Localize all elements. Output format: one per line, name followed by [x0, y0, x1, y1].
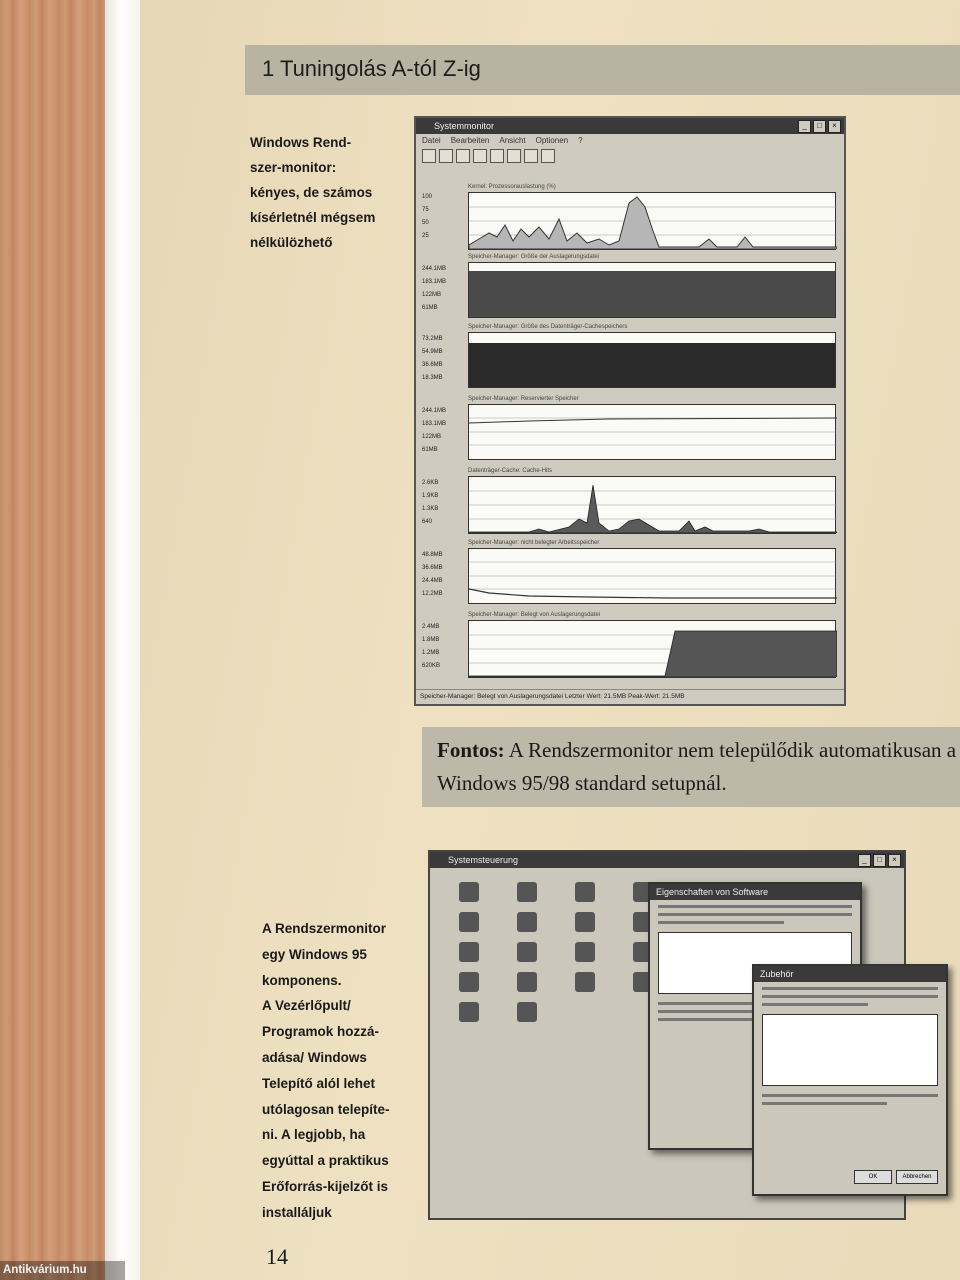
maximize-icon[interactable]: □ — [813, 120, 826, 133]
caption-line: nélkülözhető — [250, 235, 333, 250]
ok-button[interactable]: OK — [854, 1170, 892, 1184]
control-panel-item[interactable] — [440, 972, 498, 992]
chart-plot — [468, 620, 836, 678]
y-tick: 73.2MB — [422, 336, 443, 342]
y-tick: 36.6MB — [422, 565, 443, 571]
menu-item[interactable]: Optionen — [535, 136, 569, 145]
note-label: Fontos: — [437, 738, 505, 762]
caption-line: kényes, de számos — [250, 185, 373, 200]
chart-panel-disk-cache-size — [416, 324, 844, 392]
status-bar: Speicher-Manager: Belegt von Auslagerungsdatei Letzter Wert: 21.5MB Peak-Wert: 21.5MB — [416, 689, 844, 704]
reserved-memory-graph — [469, 405, 837, 459]
minimize-icon[interactable]: _ — [798, 120, 811, 133]
caption-line: komponens. — [262, 972, 342, 988]
y-tick: 183.1MB — [422, 421, 447, 427]
chart-panel-swapfile-size — [416, 254, 844, 322]
y-tick: 1.9KB — [422, 493, 439, 499]
control-panel-item[interactable] — [556, 882, 614, 902]
control-panel-icons — [440, 882, 672, 1022]
caption-line: kísérletnél mégsem — [250, 210, 376, 225]
applet-icon — [517, 912, 537, 932]
edit-icon[interactable] — [456, 149, 470, 163]
chart-title: Speicher-Manager: Belegt von Auslagerungsdatei — [468, 612, 601, 618]
y-tick: 48.8MB — [422, 552, 443, 558]
chart-plot — [468, 548, 836, 604]
cache-hits-graph — [469, 477, 837, 533]
applet-icon — [517, 882, 537, 902]
applet-icon — [575, 912, 595, 932]
chart-title: Speicher-Manager: Größe des Datenträger-Cachespeichers — [468, 324, 628, 330]
chart-plot — [468, 262, 836, 318]
chart-panel-swapfile-used — [416, 612, 844, 680]
y-tick: 1.8MB — [422, 637, 440, 643]
chart-plot — [468, 192, 836, 250]
menu-item[interactable]: ? — [578, 136, 583, 145]
system-monitor-window — [414, 116, 846, 706]
y-tick: 12.2MB — [422, 591, 443, 597]
applet-icon — [459, 882, 479, 902]
y-tick: 50 — [422, 220, 429, 226]
applet-icon — [459, 942, 479, 962]
chapter-title: 1 Tuningolás A-tól Z-ig — [262, 56, 481, 81]
chart-plot — [468, 476, 836, 534]
watermark: Antikvárium.hu — [0, 1261, 125, 1280]
control-panel-item[interactable] — [556, 912, 614, 932]
caption-line: egyúttal a praktikus — [262, 1153, 389, 1169]
caption-line: egy Windows 95 — [262, 946, 367, 962]
caption-line: A Rendszermonitor — [262, 921, 387, 936]
applet-icon — [517, 1002, 537, 1022]
component-list[interactable] — [762, 1014, 938, 1086]
caption-system-monitor — [250, 130, 375, 255]
cpu-graph — [469, 193, 837, 249]
applet-icon — [459, 972, 479, 992]
y-tick: 244.1MB — [422, 408, 447, 414]
y-tick: 36.6MB — [422, 362, 443, 368]
close-icon[interactable]: × — [888, 854, 901, 867]
caption-line: installáljuk — [262, 1204, 332, 1220]
y-tick: 620KB — [422, 663, 441, 669]
y-tick: 2.6KB — [422, 480, 439, 486]
control-panel-item[interactable] — [440, 942, 498, 962]
chart-panel-cpu — [416, 184, 844, 252]
applet-icon — [459, 912, 479, 932]
chart-panel-free-memory — [416, 540, 844, 608]
minimize-icon[interactable]: _ — [858, 854, 871, 867]
chart-title: Speicher-Manager: Reservierter Speicher — [468, 396, 579, 402]
control-panel-item[interactable] — [498, 882, 556, 902]
y-tick: 1.2MB — [422, 650, 440, 656]
dialog-titlebar — [754, 966, 946, 982]
menu-item[interactable]: Bearbeiten — [450, 136, 490, 145]
always-on-top-icon[interactable] — [524, 149, 538, 163]
dialog-titlebar — [650, 884, 860, 900]
y-tick: 640 — [422, 519, 433, 525]
y-tick: 25 — [422, 233, 429, 239]
control-panel-window — [428, 850, 932, 1220]
remove-icon[interactable] — [439, 149, 453, 163]
menu-item[interactable]: Ansicht — [499, 136, 526, 145]
cancel-button[interactable]: Abbrechen — [896, 1170, 938, 1184]
note-body: A Rendszermonitor nem települődik automatikusan a Windows 95/98 standard setupnál. — [437, 738, 957, 795]
caption-line: Telepítő alól lehet — [262, 1075, 376, 1091]
chart-panel-cache-hits — [416, 468, 844, 536]
note-text — [437, 734, 957, 800]
y-tick: 100 — [422, 194, 433, 200]
control-panel-item[interactable] — [440, 882, 498, 902]
y-tick: 24.4MB — [422, 578, 443, 584]
maximize-icon[interactable]: □ — [873, 854, 886, 867]
applet-icon — [575, 942, 595, 962]
control-panel-item[interactable] — [498, 942, 556, 962]
caption-line: adása/ Windows — [262, 1049, 367, 1065]
y-tick: 61MB — [422, 447, 438, 453]
control-panel-item[interactable] — [556, 942, 614, 962]
numeric-chart-icon[interactable] — [507, 149, 521, 163]
y-tick: 122MB — [422, 292, 442, 298]
caption-line: A Vezérlőpult/ — [262, 998, 351, 1014]
status-bar-icon[interactable] — [541, 149, 555, 163]
y-tick: 244.1MB — [422, 266, 447, 272]
chart-title: Kernel: Prozessorauslastung (%) — [468, 184, 556, 190]
caption-line: Erőforrás-kijelzőt is — [262, 1178, 389, 1194]
y-tick: 183.1MB — [422, 279, 447, 285]
swapfile-used-graph — [469, 621, 837, 677]
applet-icon — [575, 972, 595, 992]
caption-line: Programok hozzá- — [262, 1024, 380, 1040]
chart-plot — [468, 404, 836, 460]
y-tick: 75 — [422, 207, 429, 213]
line-chart-icon[interactable] — [473, 149, 487, 163]
applet-icon — [517, 972, 537, 992]
close-icon[interactable]: × — [828, 120, 841, 133]
chart-panel-reserved-memory — [416, 396, 844, 464]
chart-title: Datenträger-Cache: Cache-Hits — [468, 468, 553, 474]
caption-line: ni. A legjobb, ha — [262, 1127, 366, 1143]
menu-item[interactable]: Datei — [422, 136, 441, 145]
page-number: 14 — [266, 1244, 288, 1269]
control-panel-item[interactable] — [440, 912, 498, 932]
y-tick: 2.4MB — [422, 624, 440, 630]
control-panel-item[interactable] — [556, 972, 614, 992]
dialog-title: Zubehör — [760, 969, 794, 979]
control-panel-item[interactable] — [498, 972, 556, 992]
caption-line: utólagosan telepíte- — [262, 1101, 390, 1117]
y-tick: 18.3MB — [422, 375, 443, 381]
applet-icon — [575, 882, 595, 902]
caption-line: Windows Rend- — [250, 135, 352, 150]
caption-control-panel — [262, 916, 390, 1226]
bar-chart-icon[interactable] — [490, 149, 504, 163]
y-tick: 61MB — [422, 305, 438, 311]
menubar — [416, 134, 844, 148]
chart-title: Speicher-Manager: Größe der Auslagerungsdatei — [468, 254, 600, 260]
control-panel-item[interactable] — [498, 1002, 556, 1022]
add-icon[interactable] — [422, 149, 436, 163]
dialog-title: Eigenschaften von Software — [656, 887, 769, 897]
accessories-dialog — [752, 964, 948, 1196]
toolbar — [416, 148, 844, 164]
applet-icon — [517, 942, 537, 962]
window-titlebar — [430, 852, 904, 868]
window-title: Systemmonitor — [434, 121, 495, 131]
control-panel-item[interactable] — [498, 912, 556, 932]
y-tick: 54.9MB — [422, 349, 443, 355]
free-memory-graph — [469, 549, 837, 603]
control-panel-item[interactable] — [440, 1002, 498, 1022]
caption-line: szer-monitor: — [250, 160, 337, 175]
window-titlebar — [416, 118, 844, 134]
y-tick: 122MB — [422, 434, 442, 440]
chart-title: Speicher-Manager: nicht belegter Arbeitsspeicher — [468, 540, 600, 546]
page-edge — [105, 0, 145, 1280]
window-title: Systemsteuerung — [448, 855, 519, 865]
applet-icon — [459, 1002, 479, 1022]
chart-plot — [468, 332, 836, 388]
y-tick: 1.3KB — [422, 506, 439, 512]
